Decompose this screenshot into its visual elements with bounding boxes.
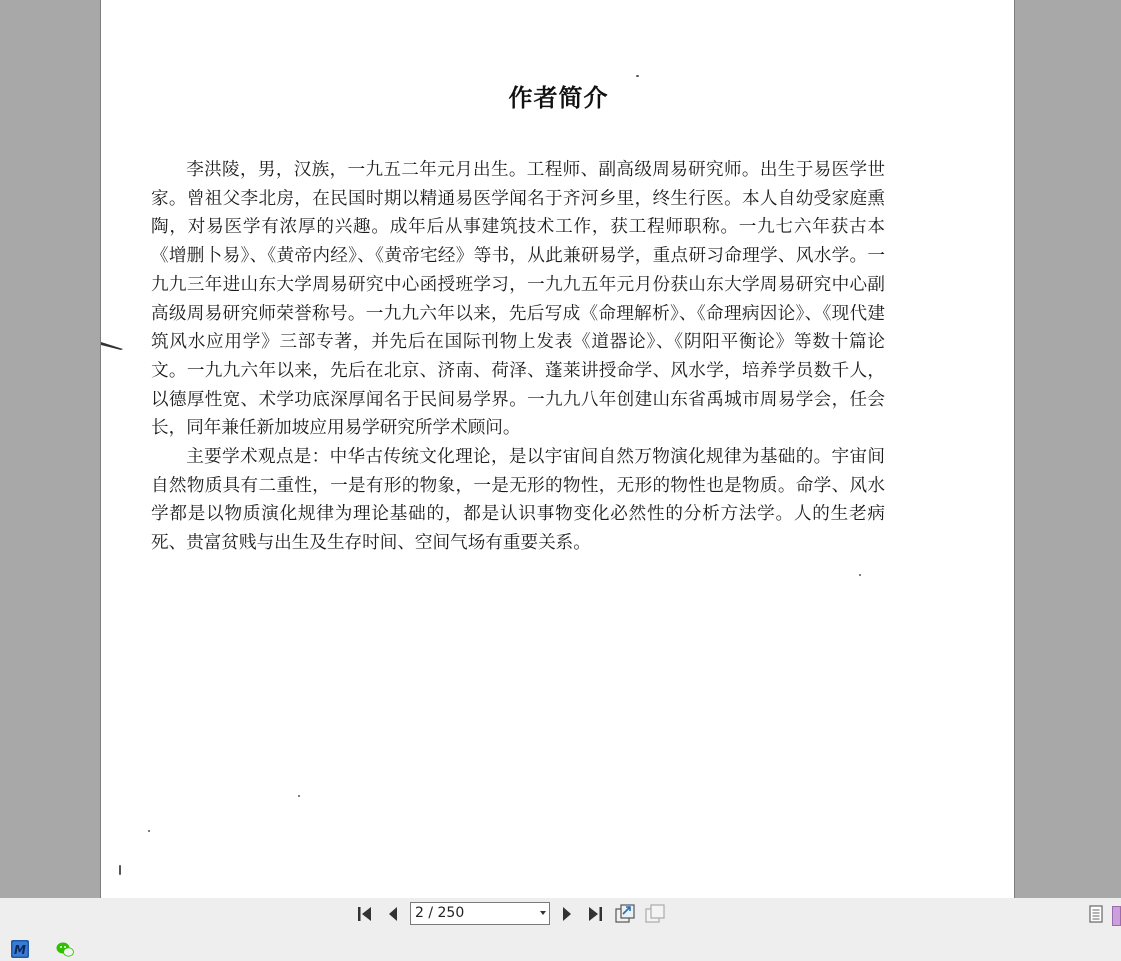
body-paragraph-2: 主要学术观点是：中华古传统文化理论，是以宇宙间自然万物演化规律为基础的。宇宙间自然物质具有二重性，一是有形的物象，一是无形的物性，无形的物性也是物质。命学、风水学都是以物质演化规律为理论基础的，都是认识事物变化必然性的分析方法学。人的生老病死、贵富贫贱与出生及生存时间、空间气场有重要关系。 — [151, 447, 885, 554]
wechat-icon[interactable] — [56, 940, 74, 958]
next-page-icon — [558, 905, 576, 923]
chevron-down-icon — [540, 911, 546, 915]
next-page-button[interactable] — [556, 903, 578, 925]
scan-speck — [859, 574, 861, 576]
scan-speck — [148, 830, 150, 832]
scan-artifact-mark — [101, 340, 125, 352]
page-body-text — [151, 156, 885, 558]
copy-page-button[interactable] — [644, 903, 666, 925]
previous-page-button[interactable] — [382, 903, 404, 925]
two-page-view-button[interactable] — [1112, 906, 1121, 926]
last-page-icon — [585, 905, 605, 923]
scan-speck — [298, 795, 300, 797]
first-page-button[interactable] — [354, 903, 376, 925]
page-number-select[interactable] — [410, 902, 550, 925]
body-paragraph-1: 李洪陵，男，汉族，一九五二年元月出生。工程师、副高级周易研究师。出生于易医学世家。曾祖父李北房，在民国时期以精通易医学闻名于齐河乡里，终生行医。本人自幼受家庭熏陶，对易医学有浓厚的兴趣。成年后从事建筑技术工作，获工程师职称。一九七六年获古本《增删卜易》、《黄帝内经》、《黄帝宅经》等书，从此兼研易学，重点研习命理学、风水学。一九九三年进山东大学周易研究中心函授班学习，一九九五年元月份获山东大学周易研究中心副高级周易研究师荣誉称号。一九九六年以来，先后写成《命理解析》、《命理病因论》、《现代建筑风水应用学》三部专著，并先后在国际刊物上发表《道器论》、《阴阳平衡论》等数十篇论文。一九九六年以来，先后在北京、济南、荷泽、蓬莱讲授命学、风水学，培养学员数千人，以德厚性宽、术学功底深厚闻名于民间易学界。一九九八年创建山东省禹城市周易学会，任会长，同年兼任新加坡应用易学研究所学术顾问。 — [151, 160, 885, 439]
page-title: 作者简介 — [508, 83, 609, 112]
last-page-button[interactable] — [584, 903, 606, 925]
taskbar — [0, 932, 1121, 961]
single-page-view-button[interactable] — [1085, 903, 1107, 925]
scan-speck — [636, 75, 639, 77]
extract-page-button[interactable] — [614, 903, 636, 925]
svg-text:M: M — [14, 943, 26, 957]
scan-speck — [119, 865, 121, 875]
document-page — [100, 0, 1015, 898]
first-page-icon — [355, 905, 375, 923]
page-view-icon — [1087, 904, 1105, 924]
previous-page-icon — [384, 905, 402, 923]
copy-page-icon — [644, 903, 666, 925]
app-m-icon[interactable] — [11, 940, 29, 958]
extract-page-icon — [614, 903, 636, 925]
page-indicator: 2 / 250 — [415, 905, 465, 921]
page-navigation-toolbar — [0, 898, 1121, 932]
